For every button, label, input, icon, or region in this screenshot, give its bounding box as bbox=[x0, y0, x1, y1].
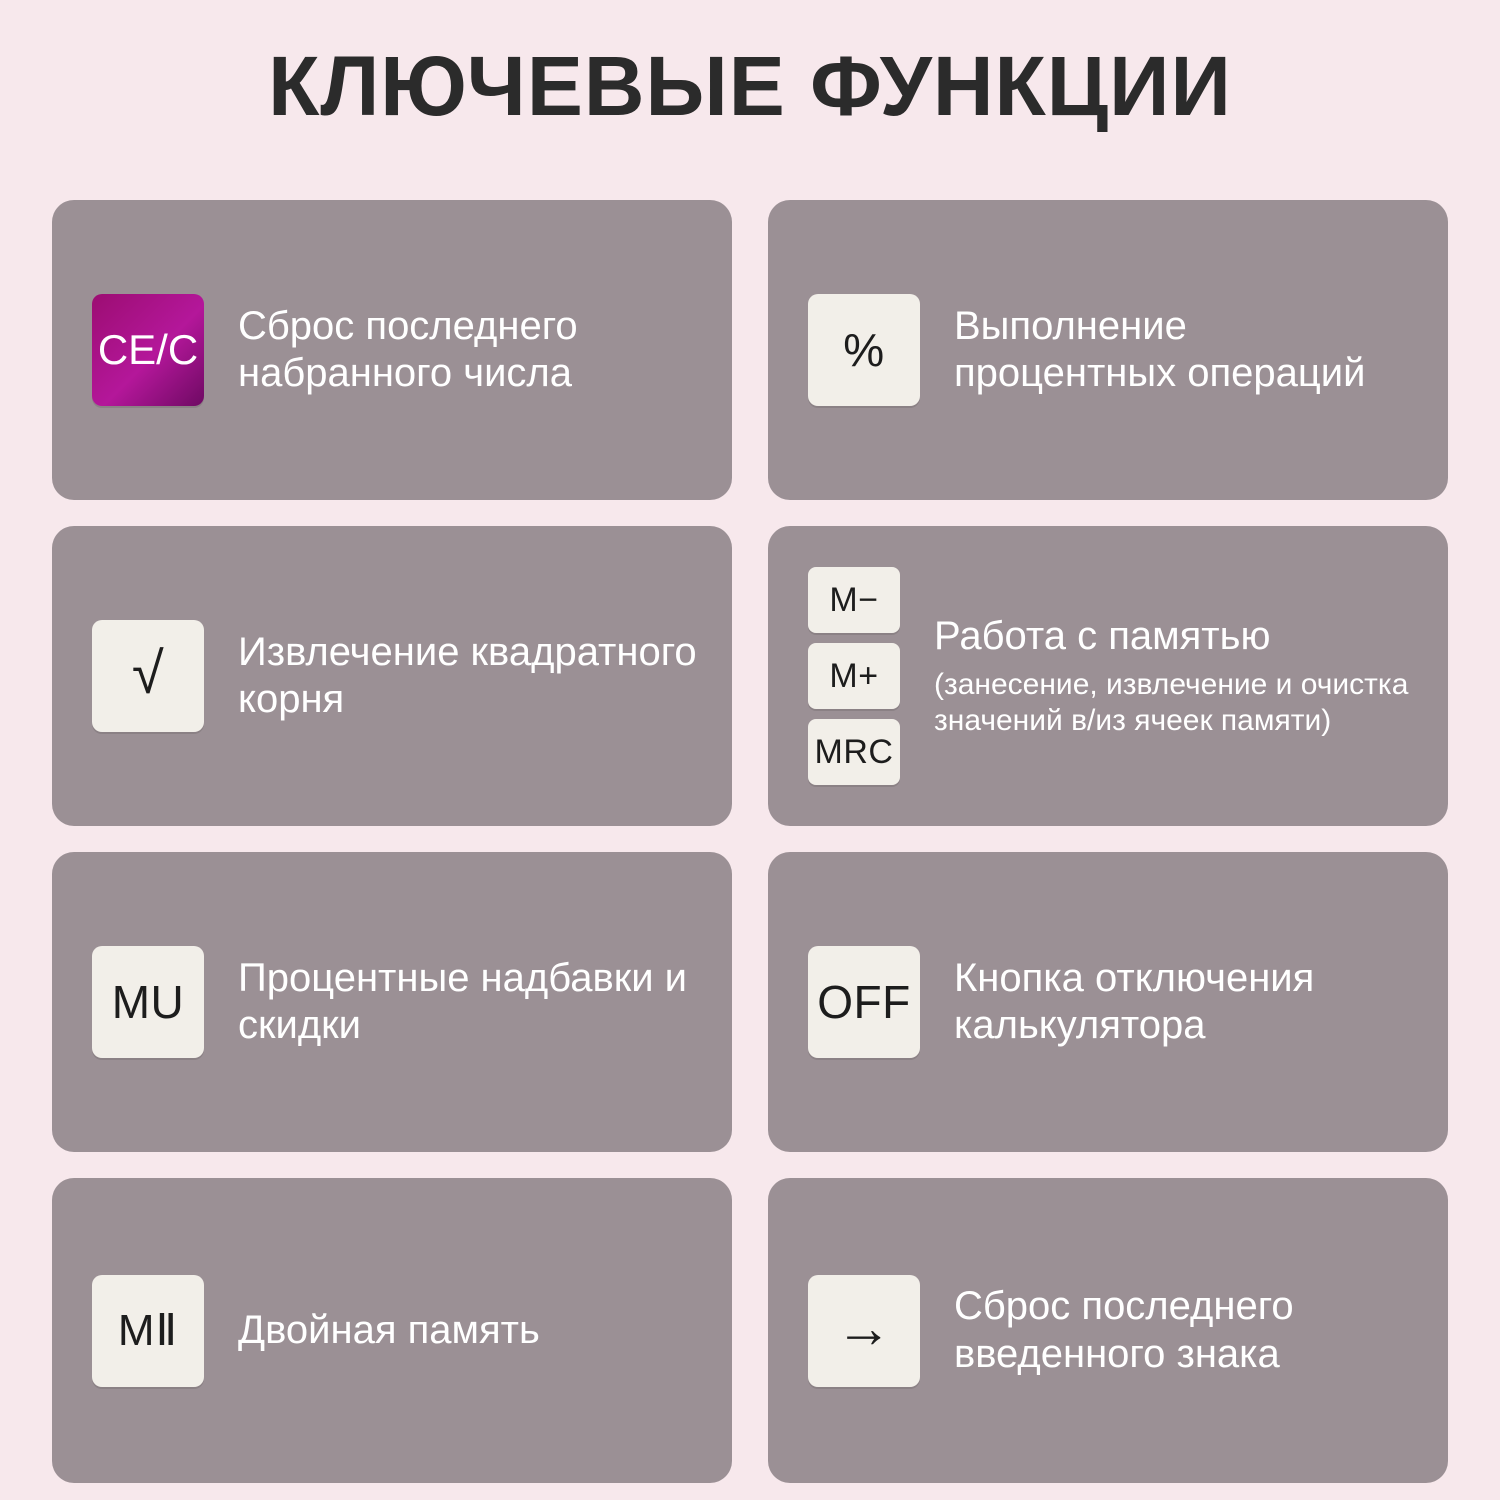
feature-description-percent: Выполнение процентных операций bbox=[954, 303, 1366, 395]
key-backspace bbox=[808, 1275, 920, 1387]
feature-card-sqrt bbox=[52, 526, 732, 826]
key-group-off bbox=[808, 946, 920, 1058]
memory-sub-text: (занесение, извлечение и очистка значений в/из ячеек памяти) bbox=[934, 667, 1409, 737]
key-group-sqrt bbox=[92, 620, 204, 732]
key-m-two bbox=[92, 1275, 204, 1387]
key-group-backspace bbox=[808, 1275, 920, 1387]
m-two-label: MⅡ bbox=[117, 1306, 179, 1355]
feature-card-mu bbox=[52, 852, 732, 1152]
key-off: OFF bbox=[808, 946, 920, 1058]
key-group-ce-c bbox=[92, 294, 204, 406]
feature-card-dual-memory bbox=[52, 1178, 732, 1483]
sqrt-icon: √ bbox=[131, 641, 165, 706]
key-percent: % bbox=[808, 294, 920, 406]
feature-description-off: Кнопка отключения калькулятора bbox=[954, 955, 1315, 1047]
key-m-plus: M+ bbox=[808, 643, 900, 709]
key-group-percent bbox=[808, 294, 920, 406]
feature-description-mu: Процентные надбавки и скидки bbox=[238, 955, 688, 1047]
key-mu: MU bbox=[92, 946, 204, 1058]
feature-card-percent bbox=[768, 200, 1448, 500]
feature-card-ce-c bbox=[52, 200, 732, 500]
feature-card-memory bbox=[768, 526, 1448, 826]
feature-card-backspace bbox=[768, 1178, 1448, 1483]
key-group-mu bbox=[92, 946, 204, 1058]
key-mrc: MRC bbox=[808, 719, 900, 785]
key-ce-c: CE/C bbox=[92, 294, 204, 406]
feature-description-memory bbox=[934, 613, 1418, 738]
memory-main-text: Работа с памятью bbox=[934, 614, 1271, 659]
arrow-right-icon: → bbox=[835, 1295, 893, 1359]
feature-description-sqrt: Извлечение квадратного корня bbox=[238, 629, 697, 721]
feature-description-backspace: Сброс последнего введенного знака bbox=[954, 1284, 1294, 1376]
key-group-memory bbox=[808, 567, 900, 785]
feature-description-ce-c: Сброс последнего набранного числа bbox=[238, 303, 578, 395]
feature-card-off bbox=[768, 852, 1448, 1152]
key-m-minus: M− bbox=[808, 567, 900, 633]
page-title: КЛЮЧЕВЫЕ ФУНКЦИИ bbox=[268, 39, 1232, 133]
key-group-dual-memory bbox=[92, 1275, 204, 1387]
features-grid bbox=[52, 200, 1448, 1483]
key-sqrt bbox=[92, 620, 204, 732]
feature-description-dual-memory: Двойная память bbox=[238, 1307, 540, 1352]
